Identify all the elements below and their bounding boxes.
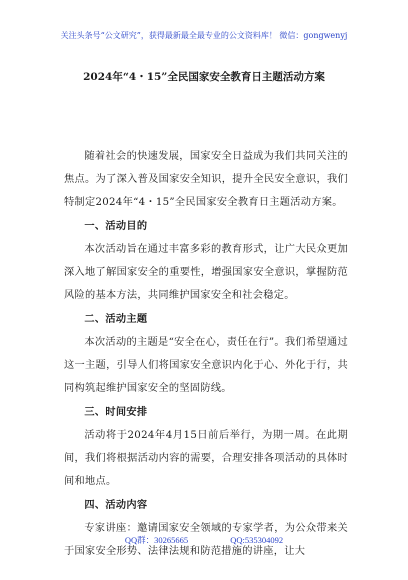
document-body xyxy=(64,145,348,563)
section-body-content: 专家讲座：邀请国家安全领域的专家学者，为公众带来关于国家安全形势、法律法规和防范措施的讲座，让大 xyxy=(64,523,348,557)
document-title: 2024年“4・15”全民国家安全教育日主题活动方案 xyxy=(83,71,325,83)
section-heading-theme: 二、活动主题 xyxy=(84,313,148,325)
footer-qq-number: QQ:535304092 xyxy=(230,535,284,545)
section-heading-schedule: 三、时间安排 xyxy=(84,406,148,418)
footer-qq-group: QQ群：30265665 xyxy=(124,535,189,545)
section-body-theme: 本次活动的主题是“安全在心，责任在行”。我们希望通过这一主题，引导人们将国家安全意识内化于心、外化于行，共同构筑起维护国家安全的坚固防线。 xyxy=(64,337,348,394)
section-body-schedule: 活动将于2024年4月15日前后举行，为期一周。在此期间，我们将根据活动内容的需要，合理安排各项活动的具体时间和地点。 xyxy=(64,430,348,487)
section-heading-purpose: 一、活动目的 xyxy=(84,220,148,232)
section-heading-content: 四、活动内容 xyxy=(84,499,148,511)
header-banner: 关注头条号“公文研究”，获得最新最全最专业的公文资料库！ 微信：gongwenyj xyxy=(60,31,348,40)
section-body-purpose: 本次活动旨在通过丰富多彩的教育形式，让广大民众更加深入地了解国家安全的重要性，增强国家安全意识，掌握防范风险的基本方法，共同维护国家安全和社会稳定。 xyxy=(64,244,348,301)
intro-paragraph: 随着社会的快速发展，国家安全日益成为我们共同关注的焦点。为了深入普及国家安全知识，提升全民安全意识，我们特制定2024年“4・15”全民国家安全教育日主题活动方案。 xyxy=(64,151,348,208)
footer-contact xyxy=(0,534,408,546)
